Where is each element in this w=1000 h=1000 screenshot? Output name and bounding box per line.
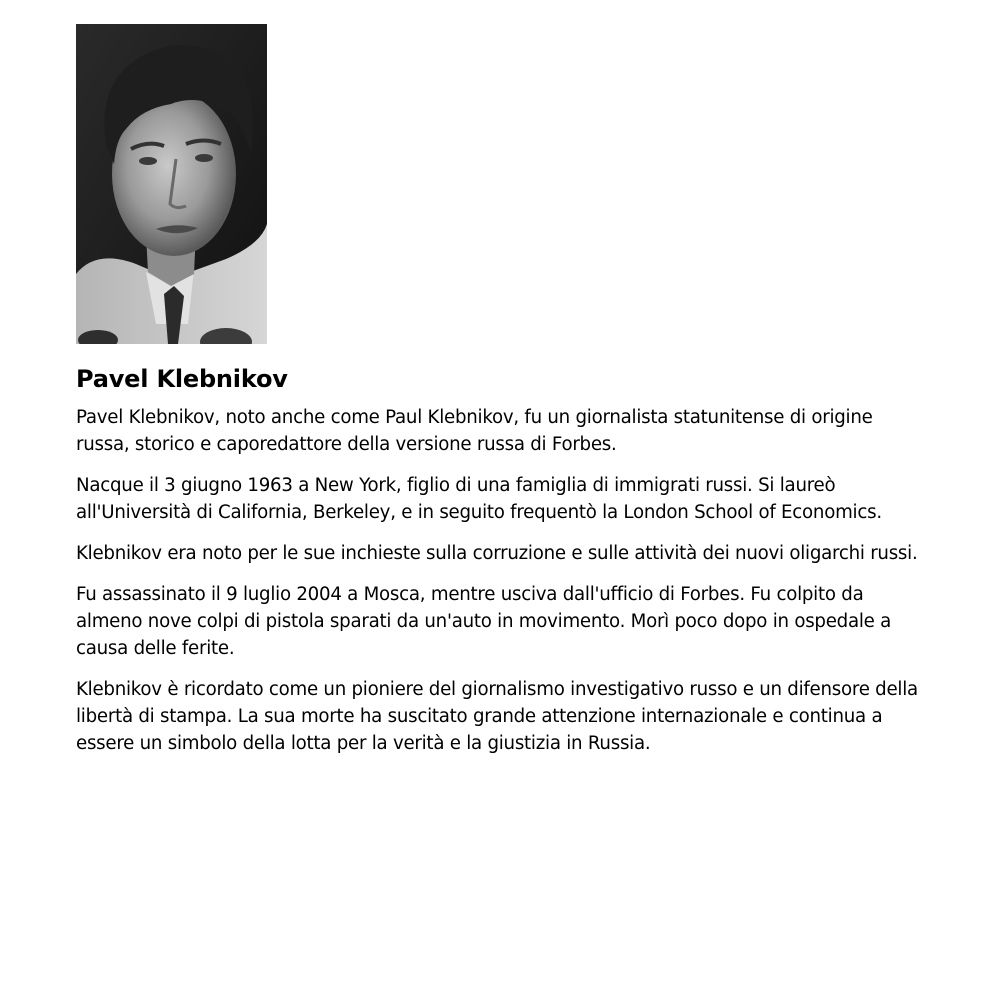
portrait-photo <box>76 24 267 344</box>
paragraph-intro: Pavel Klebnikov, noto anche come Paul Klebnikov, fu un giornalista statunitense di origine russa, storico e caporedattore della versione russa di Forbes. <box>76 407 873 455</box>
paragraph-legacy: Klebnikov è ricordato come un pioniere del giornalismo investigativo russo e un difensore della libertà di stampa. La sua morte ha suscitato grande attenzione internazionale e continua a essere un simbolo della lotta per la verità e la giustizia in Russia. <box>76 679 918 754</box>
paragraph-birth: Nacque il 3 giugno 1963 a New York, figlio di una famiglia di immigrati russi. Si laureò all'Università di California, Berkeley, e in seguito frequentò la London School of Economics. <box>76 475 882 523</box>
paragraph-work: Klebnikov era noto per le sue inchieste sulla corruzione e sulle attività dei nuovi oligarchi russi. <box>76 543 918 564</box>
article <box>76 24 926 757</box>
portrait-photo-icon <box>76 24 267 344</box>
paragraph-death: Fu assassinato il 9 luglio 2004 a Mosca, mentre usciva dall'ufficio di Forbes. Fu colpito da almeno nove colpi di pistola sparati da un'auto in movimento. Morì poco dopo in ospedale a causa delle ferite. <box>76 584 892 659</box>
person-name: Pavel Klebnikov <box>76 365 288 393</box>
